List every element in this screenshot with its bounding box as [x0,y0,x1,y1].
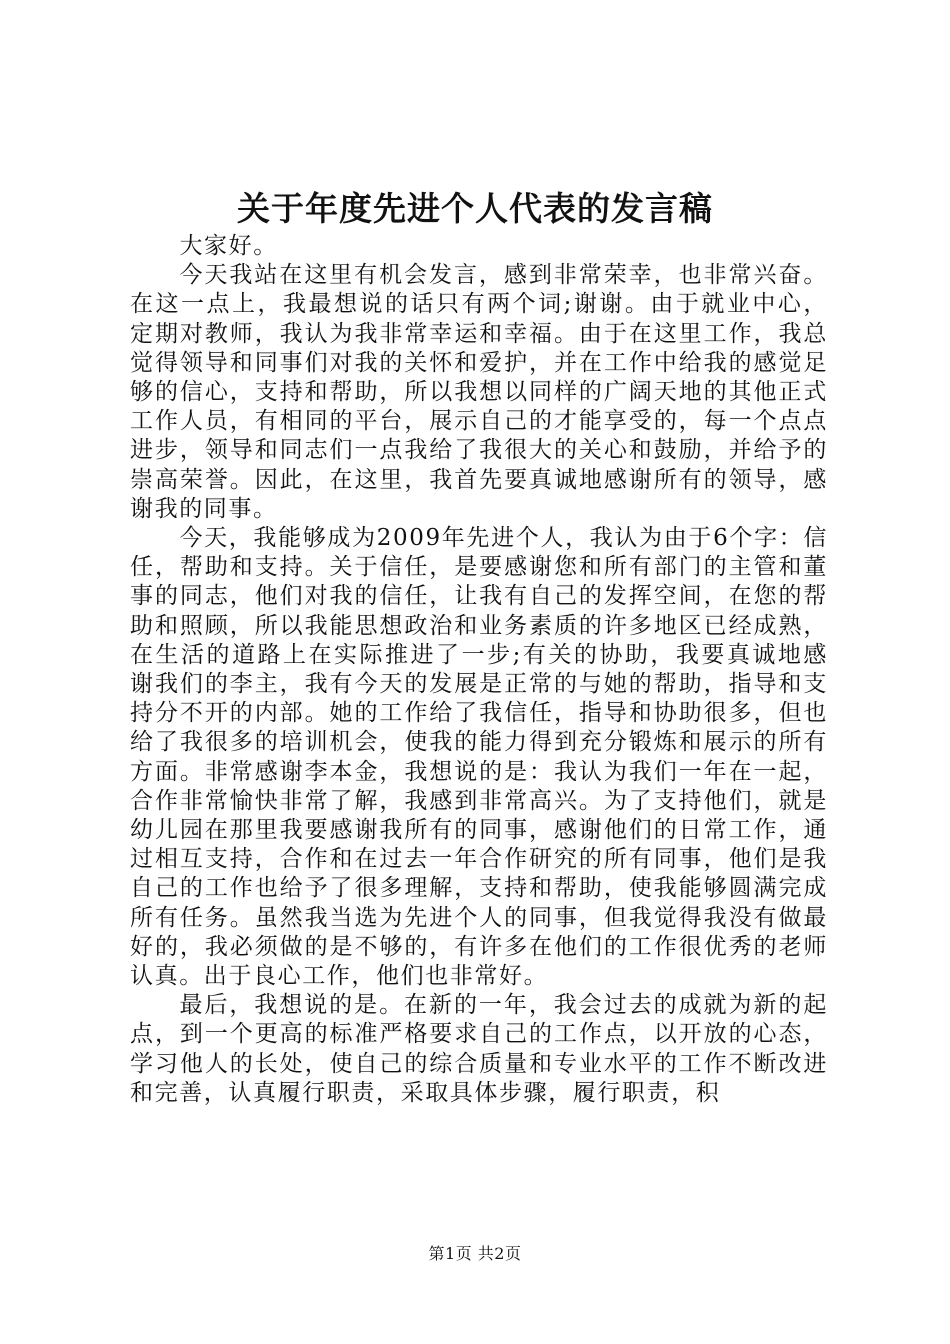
paragraph-trust-help-support: 今天，我能够成为2009年先进个人，我认为由于6个字：信任，帮助和支持。关于信任，是要感谢您和所有部门的主管和董事的同志，他们对我的信任，让我有自己的发挥空间，在您的帮助和照顾，所以我能思想政治和业务素质的许多地区已经成熟，在生活的道路上在实际推进了一步;有关的协助，我要真诚地感谢我们的李主，我有今天的发展是正常的与她的帮助，指导和支持分不开的内部。她的工作给了我信任，指导和协助很多，但也给了我很多的培训机会，使我的能力得到充分锻炼和展示的所有方面。非常感谢李本金，我想说的是：我认为我们一年在一起，合作非常愉快非常了解，我感到非常高兴。为了支持他们，就是幼儿园在那里我要感谢我所有的同事，感谢他们的日常工作，通过相互支持，合作和在过去一年合作研究的所有同事，他们是我自己的工作也给予了很多理解，支持和帮助，使我能够圆满完成所有任务。虽然我当选为先进个人的同事，但我觉得我没有做最好的，我必须做的是不够的，有许多在他们的工作很优秀的老师认真。出于良心工作，他们也非常好。 [130,525,828,990]
paragraph-greeting: 大家好。 [179,233,278,259]
paragraph-thanks: 今天我站在这里有机会发言，感到非常荣幸，也非常兴奋。在这一点上，我最想说的话只有两个词;谢谢。由于就业中心，定期对教师，我认为我非常幸运和幸福。由于在这里工作，我总觉得领导和同事们对我的关怀和爱护，并在工作中给我的感觉足够的信心，支持和帮助，所以我想以同样的广阔天地的其他正式工作人员，有相同的平台，展示自己的才能享受的，每一个点点进步，领导和同志们一点我给了我很大的关心和鼓励，并给予的崇高荣誉。因此，在这里，我首先要真诚地感谢所有的领导，感谢我的同事。 [130,262,828,522]
paragraph-closing: 最后，我想说的是。在新的一年，我会过去的成就为新的起点，到一个更高的标准严格要求自己的工作点，以开放的心态，学习他人的长处，使自己的综合质量和专业水平的工作不断改进和完善，认真履行职责，采取具体步骤，履行职责，积 [130,992,828,1106]
document-title: 关于年度先进个人代表的发言稿 [237,189,713,228]
document-body [130,232,828,1108]
page-number-footer: 第1页 共2页 [428,1244,522,1263]
